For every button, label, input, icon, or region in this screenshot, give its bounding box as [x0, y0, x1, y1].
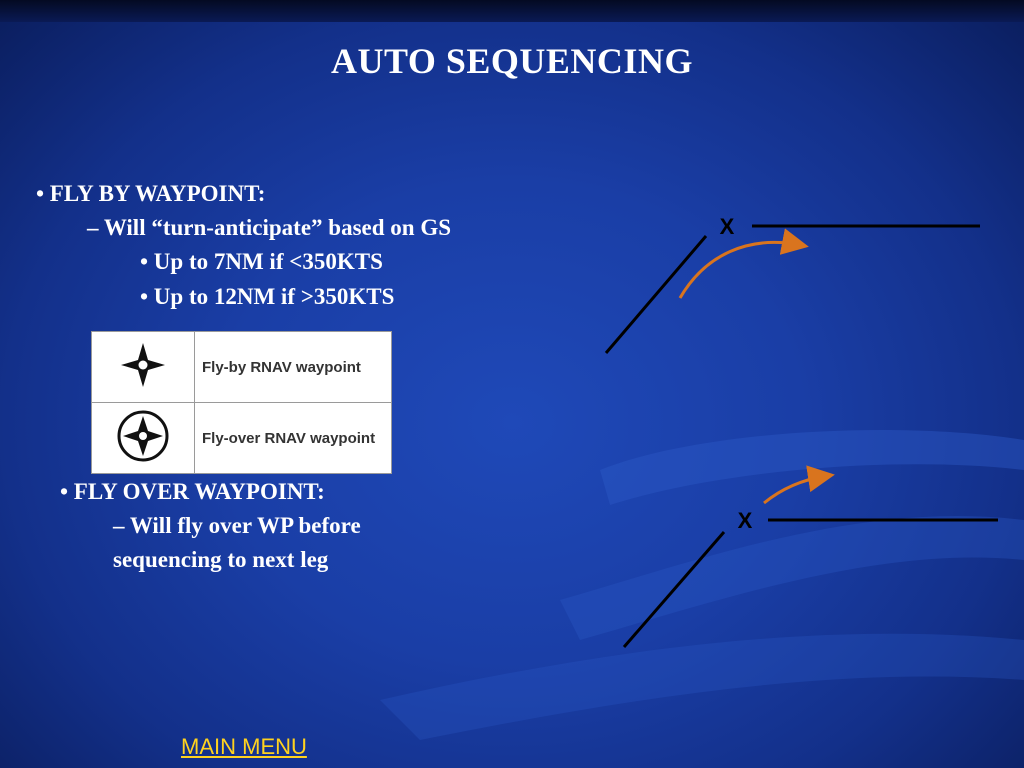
legend-label-fly-by: Fly-by RNAV waypoint — [195, 332, 392, 403]
fly-over-heading: • FLY OVER WAYPOINT: — [60, 479, 325, 504]
fly-over-waypoint-marker: X — [737, 508, 753, 533]
fly-by-turn-arrow — [680, 242, 800, 298]
fly-over-subpoint-line-2: sequencing to next leg — [113, 547, 329, 572]
fly-by-heading: • FLY BY WAYPOINT: — [36, 181, 266, 206]
fly-by-inbound-leg — [606, 236, 706, 353]
fly-by-bullet-2: • Up to 12NM if >350KTS — [140, 284, 395, 309]
main-menu-link[interactable]: MAIN MENU — [181, 734, 307, 759]
fly-by-bullet-1: • Up to 7NM if <350KTS — [140, 249, 383, 274]
legend-label-fly-over: Fly-over RNAV waypoint — [195, 403, 392, 474]
fly-by-subpoint: – Will “turn-anticipate” based on GS — [87, 215, 452, 240]
fly-over-turn-arrow — [764, 476, 826, 503]
fly-over-inbound-leg — [624, 532, 724, 647]
page-title: AUTO SEQUENCING — [331, 41, 693, 81]
fly-by-waypoint-marker: X — [719, 214, 735, 239]
fly-over-subpoint-line-1: – Will fly over WP before — [113, 513, 361, 538]
